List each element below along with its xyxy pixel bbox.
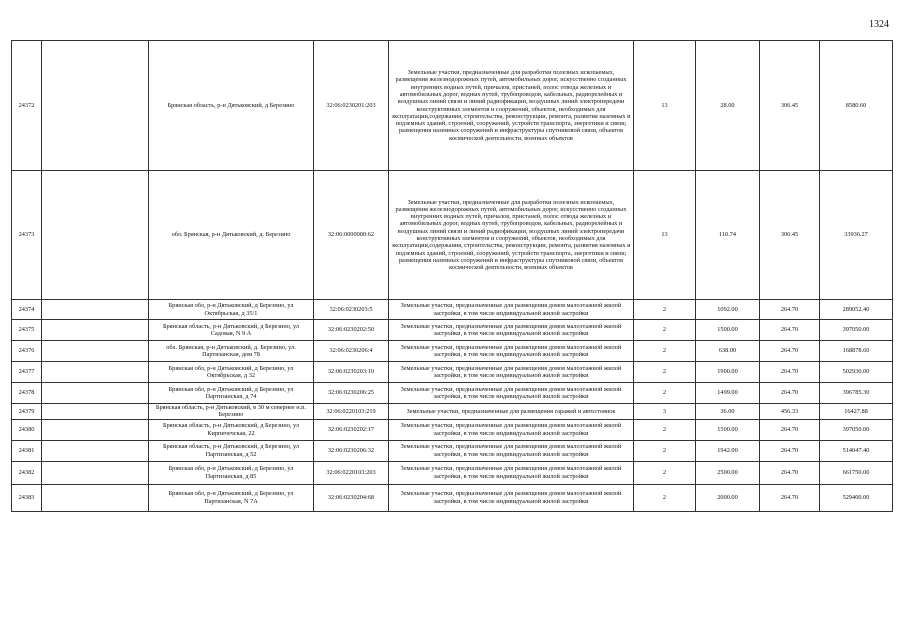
- area-cell: 638.00: [696, 341, 760, 362]
- row-number-cell: 24382: [12, 461, 42, 484]
- group-cell: 3: [634, 404, 696, 420]
- cadastral-value-cell: 661750.00: [820, 461, 893, 484]
- area-cell: 1499.00: [696, 383, 760, 404]
- spacer-cell: [42, 320, 149, 341]
- row-number-cell: 24372: [12, 41, 42, 171]
- spacer-cell: [42, 171, 149, 300]
- area-cell: 1942.00: [696, 440, 760, 461]
- land-purpose-cell: Земельные участки, предназначенные для размещения гаражей и автостоянок: [389, 404, 634, 420]
- cadastral-value-cell: 514047.40: [820, 440, 893, 461]
- rate-cell: 306.45: [760, 41, 820, 171]
- area-cell: 1500.00: [696, 419, 760, 440]
- address-cell: Брянская обл, р-н Дятьковский, д Березино, ул Октябрьская, д 35/1: [149, 300, 314, 320]
- table-row: [12, 300, 893, 320]
- table-row: [12, 362, 893, 383]
- cadastral-number-cell: 32:06:0230206:25: [314, 383, 389, 404]
- area-cell: 36.00: [696, 404, 760, 420]
- area-cell: 2000.00: [696, 484, 760, 511]
- rate-cell: 264.70: [760, 461, 820, 484]
- land-purpose-cell: Земельные участки, предназначенные для размещения домов малоэтажной жилой застройки, в том числе индивидуальной жилой застройки: [389, 341, 634, 362]
- rate-cell: 264.70: [760, 300, 820, 320]
- spacer-cell: [42, 461, 149, 484]
- address-cell: обл. Брянская, р-н Дятьковский, д. Березино, ул. Партизанская, дом 78: [149, 341, 314, 362]
- address-cell: Брянская обл, р-н Дятьковский, д Березино, ул Октябрьская, д 32: [149, 362, 314, 383]
- rate-cell: 264.70: [760, 362, 820, 383]
- cadastral-value-cell: 397050.00: [820, 419, 893, 440]
- rate-cell: 306.45: [760, 171, 820, 300]
- row-number-cell: 24379: [12, 404, 42, 420]
- cadastral-value-cell: 168878.60: [820, 341, 893, 362]
- land-purpose-cell: Земельные участки, предназначенные для размещения домов малоэтажной жилой застройки, в том числе индивидуальной жилой застройки: [389, 300, 634, 320]
- row-number-cell: 24378: [12, 383, 42, 404]
- land-purpose-cell: Земельные участки, предназначенные для размещения домов малоэтажной жилой застройки, в том числе индивидуальной жилой застройки: [389, 419, 634, 440]
- cadastral-number-cell: 32:06:0220103:203: [314, 461, 389, 484]
- cadastral-value-table: [11, 40, 893, 512]
- cadastral-number-cell: 32:06:0230203:10: [314, 362, 389, 383]
- group-cell: 13: [634, 41, 696, 171]
- table-row: [12, 41, 893, 171]
- address-cell: Брянская обл, р-н Дятьковский, д Березино, ул Партизанская, N 7А: [149, 484, 314, 511]
- cadastral-number-cell: 32:06:0230204:68: [314, 484, 389, 511]
- table-row: [12, 320, 893, 341]
- group-cell: 2: [634, 484, 696, 511]
- table-row: [12, 404, 893, 420]
- cadastral-value-cell: 8580.60: [820, 41, 893, 171]
- row-number-cell: 24374: [12, 300, 42, 320]
- spacer-cell: [42, 41, 149, 171]
- land-purpose-cell: Земельные участки, предназначенные для размещения домов малоэтажной жилой застройки, в том числе индивидуальной жилой застройки: [389, 440, 634, 461]
- row-number-cell: 24373: [12, 171, 42, 300]
- land-purpose-cell: Земельные участки, предназначенные для размещения домов малоэтажной жилой застройки, в том числе индивидуальной жилой застройки: [389, 320, 634, 341]
- row-number-cell: 24377: [12, 362, 42, 383]
- rate-cell: 264.70: [760, 484, 820, 511]
- cadastral-number-cell: 32:06:0230206:4: [314, 341, 389, 362]
- land-purpose-cell: Земельные участки, предназначенные для размещения домов малоэтажной жилой застройки, в том числе индивидуальной жилой застройки: [389, 461, 634, 484]
- land-purpose-cell: Земельные участки, предназначенные для размещения домов малоэтажной жилой застройки, в том числе индивидуальной жилой застройки: [389, 484, 634, 511]
- row-number-cell: 24380: [12, 419, 42, 440]
- address-cell: Брянская область, р-н Дятьковский, д Березино: [149, 41, 314, 171]
- table-row: [12, 341, 893, 362]
- group-cell: 13: [634, 171, 696, 300]
- group-cell: 2: [634, 419, 696, 440]
- cadastral-value-cell: 396785.30: [820, 383, 893, 404]
- spacer-cell: [42, 341, 149, 362]
- group-cell: 2: [634, 341, 696, 362]
- address-cell: обл. Брянская, р-н Дятьковский, д. Березино: [149, 171, 314, 300]
- cadastral-value-cell: 529400.00: [820, 484, 893, 511]
- row-number-cell: 24381: [12, 440, 42, 461]
- table-row: [12, 484, 893, 511]
- cadastral-number-cell: 32:06:0230203:5: [314, 300, 389, 320]
- cadastral-value-cell: 16427.88: [820, 404, 893, 420]
- cadastral-number-cell: 32:06:0230206:32: [314, 440, 389, 461]
- land-purpose-cell: Земельные участки, предназначенные для размещения домов малоэтажной жилой застройки, в том числе индивидуальной жилой застройки: [389, 362, 634, 383]
- table-row: [12, 440, 893, 461]
- area-cell: 28.00: [696, 41, 760, 171]
- area-cell: 1092.00: [696, 300, 760, 320]
- rate-cell: 264.70: [760, 440, 820, 461]
- cadastral-value-cell: 289052.40: [820, 300, 893, 320]
- cadastral-number-cell: 32:06:0230201:203: [314, 41, 389, 171]
- land-purpose-cell: Земельные участки, предназначенные для разработки полезных ископаемых, размещения железнодорожных путей, автомобильных дорог, искусственно созданных внутренних водных путей, причалов, пристаней, полос отвода железных и автомобильных дорог, водных путей, трубопроводов, кабельных, радиорелейных и воздушных линий связи и линий радиофикации, воздушных линий электропередачи конструктивных элементов и сооружений, объектов, необходимых для эксплуатации,содержания, строительства, реконструкции, ремонта, развития наземных и подземных зданий, строений, сооружений, устройств транспорта, энергетики и связи; размещения наземных сооружений и инфраструктуры спутниковой связи, объектов космической деятельности, военных объектов: [389, 41, 634, 171]
- rate-cell: 264.70: [760, 341, 820, 362]
- cadastral-number-cell: 32:06:0230202:50: [314, 320, 389, 341]
- row-number-cell: 24383: [12, 484, 42, 511]
- address-cell: Брянская область, р-н Дятьковский, д Березино, ул Партизанская, д 52: [149, 440, 314, 461]
- cadastral-value-cell: 33936.27: [820, 171, 893, 300]
- spacer-cell: [42, 362, 149, 383]
- table-row: [12, 383, 893, 404]
- spacer-cell: [42, 300, 149, 320]
- address-cell: Брянская область, р-н Дятьковский, в 30 м севернее н.п. Березино: [149, 404, 314, 420]
- spacer-cell: [42, 404, 149, 420]
- row-number-cell: 24376: [12, 341, 42, 362]
- cadastral-number-cell: 32:06:0000000:62: [314, 171, 389, 300]
- address-cell: Брянская обл, р-н Дятьковский, д Березино, ул Партизанская, д 85: [149, 461, 314, 484]
- rate-cell: 264.70: [760, 419, 820, 440]
- rate-cell: 264.70: [760, 320, 820, 341]
- address-cell: Брянская область, р-н Дятьковский, д Березино, ул Кирпичечская, 22: [149, 419, 314, 440]
- area-cell: 1500.00: [696, 320, 760, 341]
- address-cell: Брянская область, р-н Дятьковский, д Березино, ул Садовая, N 9 А: [149, 320, 314, 341]
- cadastral-value-cell: 502930.00: [820, 362, 893, 383]
- table-row: [12, 171, 893, 300]
- group-cell: 2: [634, 320, 696, 341]
- table-row: [12, 461, 893, 484]
- page-number: 1324: [869, 19, 889, 30]
- spacer-cell: [42, 484, 149, 511]
- group-cell: 2: [634, 383, 696, 404]
- area-cell: 1900.00: [696, 362, 760, 383]
- spacer-cell: [42, 383, 149, 404]
- cadastral-number-cell: 32:06:0220103:219: [314, 404, 389, 420]
- spacer-cell: [42, 440, 149, 461]
- table-row: [12, 419, 893, 440]
- rate-cell: 264.70: [760, 383, 820, 404]
- cadastral-number-cell: 32:06:0230202:17: [314, 419, 389, 440]
- group-cell: 2: [634, 461, 696, 484]
- rate-cell: 456.33: [760, 404, 820, 420]
- spacer-cell: [42, 419, 149, 440]
- group-cell: 2: [634, 440, 696, 461]
- land-purpose-cell: Земельные участки, предназначенные для размещения домов малоэтажной жилой застройки, в том числе индивидуальной жилой застройки: [389, 383, 634, 404]
- land-purpose-cell: Земельные участки, предназначенные для разработки полезных ископаемых, размещения железнодорожных путей, автомобильных дорог, искусственно созданных внутренних водных путей, причалов, пристаней, полос отвода железных и автомобильных дорог, водных путей, трубопроводов, кабельных, радиорелейных и воздушных линий связи и линий радиофикации, воздушных линий электропередачи конструктивных элементов и сооружений, объектов, необходимых для эксплуатации,содержания, строительства, реконструкции, ремонта, развития наземных и подземных зданий, строений, сооружений, устройств транспорта, энергетики и связи; размещения наземных сооружений и инфраструктуры спутниковой связи, объектов космической деятельности, военных объектов: [389, 171, 634, 300]
- area-cell: 2500.00: [696, 461, 760, 484]
- group-cell: 2: [634, 362, 696, 383]
- cadastral-value-cell: 397050.00: [820, 320, 893, 341]
- area-cell: 110.74: [696, 171, 760, 300]
- row-number-cell: 24375: [12, 320, 42, 341]
- group-cell: 2: [634, 300, 696, 320]
- address-cell: Брянская обл, р-н Дятьковский, д Березино, ул Партизанская, д 74: [149, 383, 314, 404]
